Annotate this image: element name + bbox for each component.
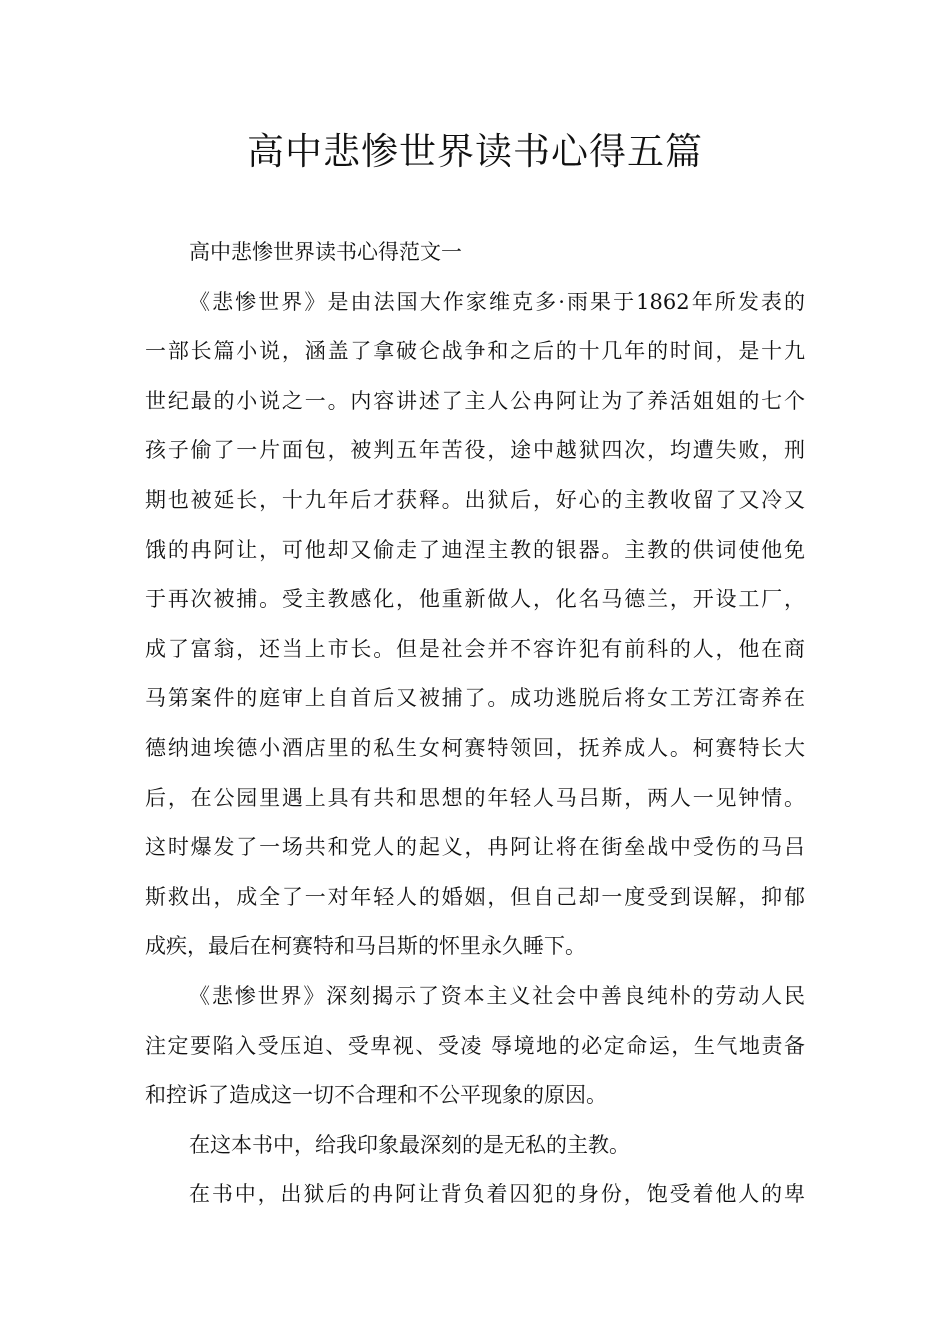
section-heading: 高中悲惨世界读书心得范文一 bbox=[189, 240, 462, 264]
paragraph-2-line: 《悲惨世界》深刻揭示了资本主义社会中善良纯朴的劳动人民 bbox=[189, 983, 805, 1008]
paragraph-1-line: 孩子偷了一片面包，被判五年苦役，途中越狱四次，均遭失败，刑 bbox=[145, 438, 805, 463]
paragraph-1-line: 期也被延长，十九年后才获释。出狱后，好心的主教收留了又冷又 bbox=[145, 487, 805, 512]
paragraph-1-line: 这时爆发了一场共和党人的起义，冉阿让将在街垒战中受伤的马吕 bbox=[145, 835, 805, 860]
paragraph-1-line: 德纳迪埃德小酒店里的私生女柯赛特领回，抚养成人。柯赛特长大 bbox=[145, 735, 805, 760]
paragraph-2-line: 注定要陷入受压迫、受卑视、受凌 辱境地的必定命运，生气地责备 bbox=[145, 1033, 805, 1058]
paragraph-1-line: 饿的冉阿让，可他却又偷走了迪涅主教的银器。主教的供词使他免 bbox=[145, 537, 805, 562]
paragraph-1-line: 于再次被捕。受主教感化，他重新做人，化名马德兰，开设工厂， bbox=[145, 587, 805, 612]
paragraph-1-line: 世纪最的小说之一。内容讲述了主人公冉阿让为了养活姐姐的七个 bbox=[145, 388, 805, 413]
paragraph-3-line: 在这本书中，给我印象最深刻的是无私的主教。 bbox=[189, 1132, 630, 1157]
paragraph-1-line: 《悲惨世界》是由法国大作家维克多·雨果于1862年所发表的 bbox=[189, 289, 805, 314]
paragraph-1-line: 一部长篇小说，涵盖了拿破仑战争和之后的十几年的时间，是十九 bbox=[145, 339, 805, 364]
document-body bbox=[145, 228, 805, 1220]
document-title: 高中悲惨世界读书心得五篇 bbox=[247, 130, 703, 173]
paragraph-4-line: 在书中，出狱后的冉阿让背负着囚犯的身份，饱受着他人的卑 bbox=[189, 1182, 805, 1207]
paragraph-1-line: 后，在公园里遇上具有共和思想的年轻人马吕斯，两人一见钟情。 bbox=[145, 785, 805, 810]
paragraph-1-line: 成疾，最后在柯赛特和马吕斯的怀里永久睡下。 bbox=[145, 934, 586, 959]
paragraph-1-line: 斯救出，成全了一对年轻人的婚姻，但自己却一度受到误解，抑郁 bbox=[145, 884, 805, 909]
paragraph-2-line: 和控诉了造成这一切不合理和不公平现象的原因。 bbox=[145, 1083, 607, 1108]
paragraph-1-line: 马第案件的庭审上自首后又被捕了。成功逃脱后将女工芳江寄养在 bbox=[145, 686, 805, 711]
paragraph-1-line: 成了富翁，还当上市长。但是社会并不容许犯有前科的人，他在商 bbox=[145, 636, 805, 661]
